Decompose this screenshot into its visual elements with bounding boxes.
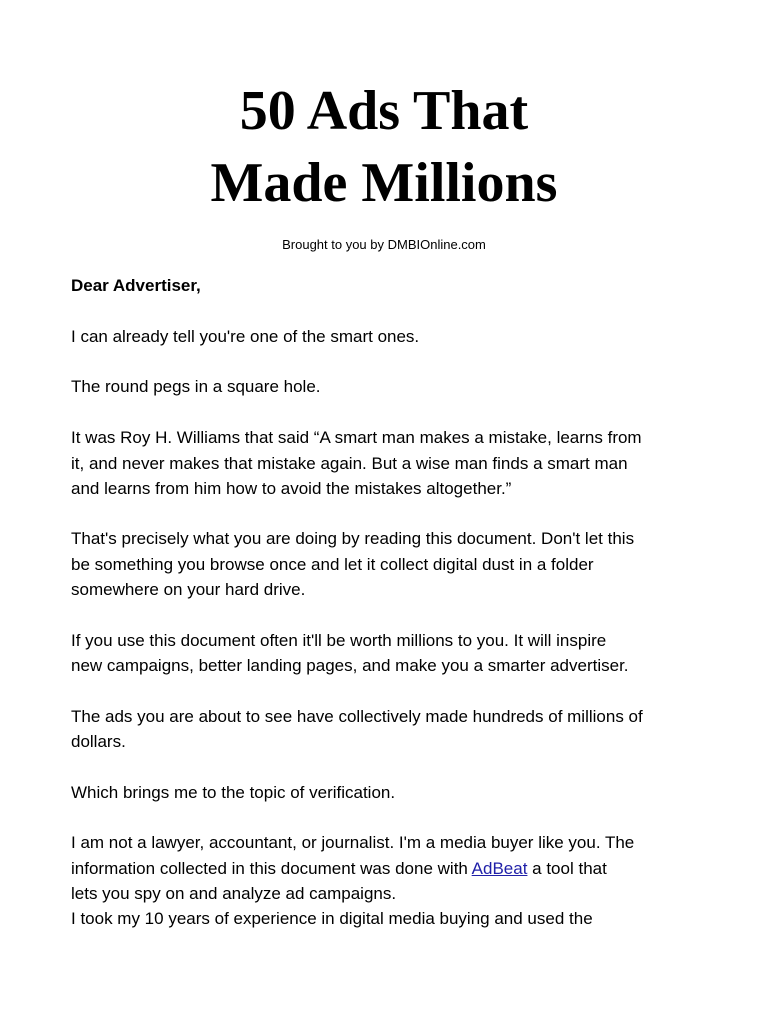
paragraph-4-line3: somewhere on your hard drive.: [71, 580, 306, 599]
paragraph-4-line2: be something you browse once and let it collect digital dust in a folder: [71, 555, 594, 574]
paragraph-1: I can already tell you're one of the smart ones.: [71, 327, 420, 346]
paragraph-8-text-before-link: information collected in this document was done with: [71, 859, 472, 878]
salutation: Dear Advertiser,: [71, 276, 201, 295]
paragraph-3-line3: and learns from him how to avoid the mistakes altogether.”: [71, 479, 512, 498]
adbeat-link[interactable]: AdBeat: [471, 859, 528, 878]
paragraph-3-line1: It was Roy H. Williams that said “A smart man makes a mistake, learns from: [71, 428, 642, 447]
paragraph-8-line3: lets you spy on and analyze ad campaigns.: [71, 884, 397, 903]
paragraph-7: Which brings me to the topic of verification.: [71, 783, 396, 802]
paragraph-6-line1: The ads you are about to see have collectively made hundreds of millions of: [71, 707, 643, 726]
paragraph-5-line1: If you use this document often it'll be worth millions to you. It will inspire: [71, 631, 607, 650]
document-title-line2: Made Millions: [210, 152, 558, 214]
document-title-line1: 50 Ads That: [239, 80, 529, 142]
paragraph-6-line2: dollars.: [71, 732, 126, 751]
paragraph-3-line2: it, and never makes that mistake again. But a wise man finds a smart man: [71, 454, 628, 473]
paragraph-9-line1: I took my 10 years of experience in digital media buying and used the: [71, 909, 593, 928]
byline: Brought to you by DMBIOnline.com: [282, 237, 486, 252]
paragraph-8-line2: [71, 856, 711, 882]
paragraph-4-line1: That's precisely what you are doing by reading this document. Don't let this: [71, 529, 635, 548]
paragraph-8-line1: I am not a lawyer, accountant, or journalist. I'm a media buyer like you. The: [71, 833, 635, 852]
paragraph-8-text-after-link: a tool that: [527, 859, 607, 878]
paragraph-2: The round pegs in a square hole.: [71, 377, 321, 396]
paragraph-5-line2: new campaigns, better landing pages, and make you a smarter advertiser.: [71, 656, 629, 675]
